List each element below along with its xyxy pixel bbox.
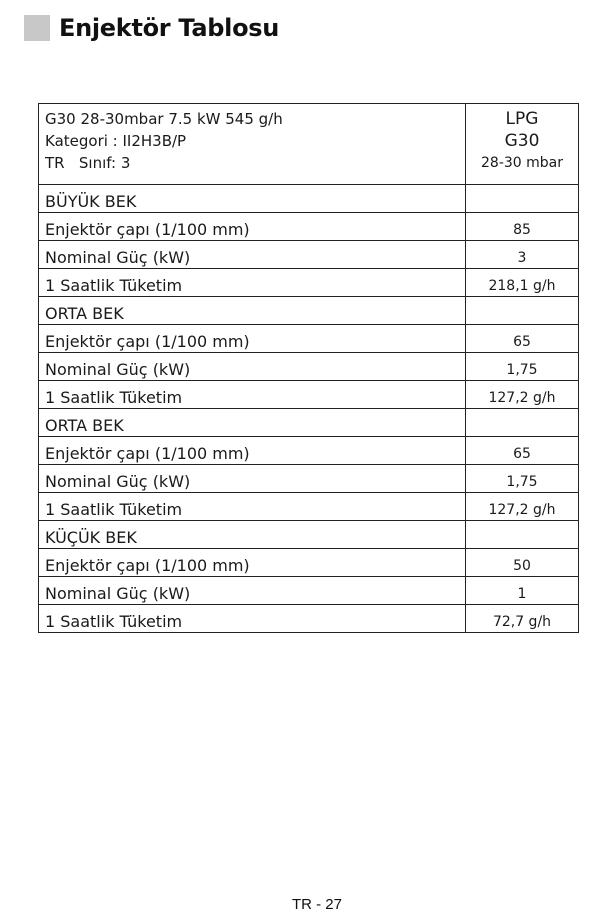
table-row — [39, 353, 579, 381]
row-label: Enjektör çapı (1/100 mm) — [39, 437, 466, 465]
section-empty-cell — [466, 521, 579, 549]
row-value: 218,1 g/h — [466, 269, 579, 297]
table-row — [39, 241, 579, 269]
header-class-line: TR Sınıf: 3 — [45, 154, 131, 172]
table-row — [39, 493, 579, 521]
section-title: KÜÇÜK BEK — [39, 521, 466, 549]
section-row — [39, 185, 579, 213]
section-empty-cell — [466, 297, 579, 325]
table-row — [39, 325, 579, 353]
row-value: 50 — [466, 549, 579, 577]
row-label: 1 Saatlik Tüketim — [39, 493, 466, 521]
row-value: 3 — [466, 241, 579, 269]
section-empty-cell — [466, 409, 579, 437]
section-row — [39, 521, 579, 549]
row-value: 72,7 g/h — [466, 605, 579, 633]
header-category-line: Kategori : II2H3B/P — [45, 132, 187, 150]
row-value: 65 — [466, 437, 579, 465]
row-label: 1 Saatlik Tüketim — [39, 381, 466, 409]
row-label: Enjektör çapı (1/100 mm) — [39, 325, 466, 353]
header-spec-line: G30 28-30mbar 7.5 kW 545 g/h — [45, 110, 283, 128]
section-title: ORTA BEK — [39, 409, 466, 437]
row-value: 1 — [466, 577, 579, 605]
row-label: 1 Saatlik Tüketim — [39, 605, 466, 633]
table-row — [39, 381, 579, 409]
row-label: Enjektör çapı (1/100 mm) — [39, 549, 466, 577]
row-label: Nominal Güç (kW) — [39, 353, 466, 381]
injector-table — [38, 103, 579, 633]
header-spec-cell — [39, 104, 466, 185]
section-title: BÜYÜK BEK — [39, 185, 466, 213]
row-value: 1,75 — [466, 465, 579, 493]
row-label: 1 Saatlik Tüketim — [39, 269, 466, 297]
row-value: 127,2 g/h — [466, 381, 579, 409]
page-title: Enjektör Tablosu — [59, 14, 280, 42]
header-gas-cell — [466, 104, 579, 185]
section-row — [39, 409, 579, 437]
heading-square-icon — [24, 15, 50, 41]
row-value: 65 — [466, 325, 579, 353]
section-title: ORTA BEK — [39, 297, 466, 325]
table-row — [39, 437, 579, 465]
page-number: TR - 27 — [291, 896, 342, 913]
page-heading — [24, 14, 279, 42]
row-label: Enjektör çapı (1/100 mm) — [39, 213, 466, 241]
table-row — [39, 213, 579, 241]
table-row — [39, 605, 579, 633]
row-label: Nominal Güç (kW) — [39, 577, 466, 605]
table-row — [39, 465, 579, 493]
header-gas-pressure: 28-30 mbar — [481, 155, 563, 171]
row-value: 85 — [466, 213, 579, 241]
table-row — [39, 549, 579, 577]
row-value: 1,75 — [466, 353, 579, 381]
row-label: Nominal Güç (kW) — [39, 465, 466, 493]
row-label: Nominal Güç (kW) — [39, 241, 466, 269]
section-empty-cell — [466, 185, 579, 213]
section-row — [39, 297, 579, 325]
row-value: 127,2 g/h — [466, 493, 579, 521]
header-gas-code: G30 — [504, 131, 540, 151]
header-gas-type: LPG — [505, 109, 539, 129]
table-row — [39, 577, 579, 605]
table-row — [39, 269, 579, 297]
table-header-row — [39, 104, 579, 185]
